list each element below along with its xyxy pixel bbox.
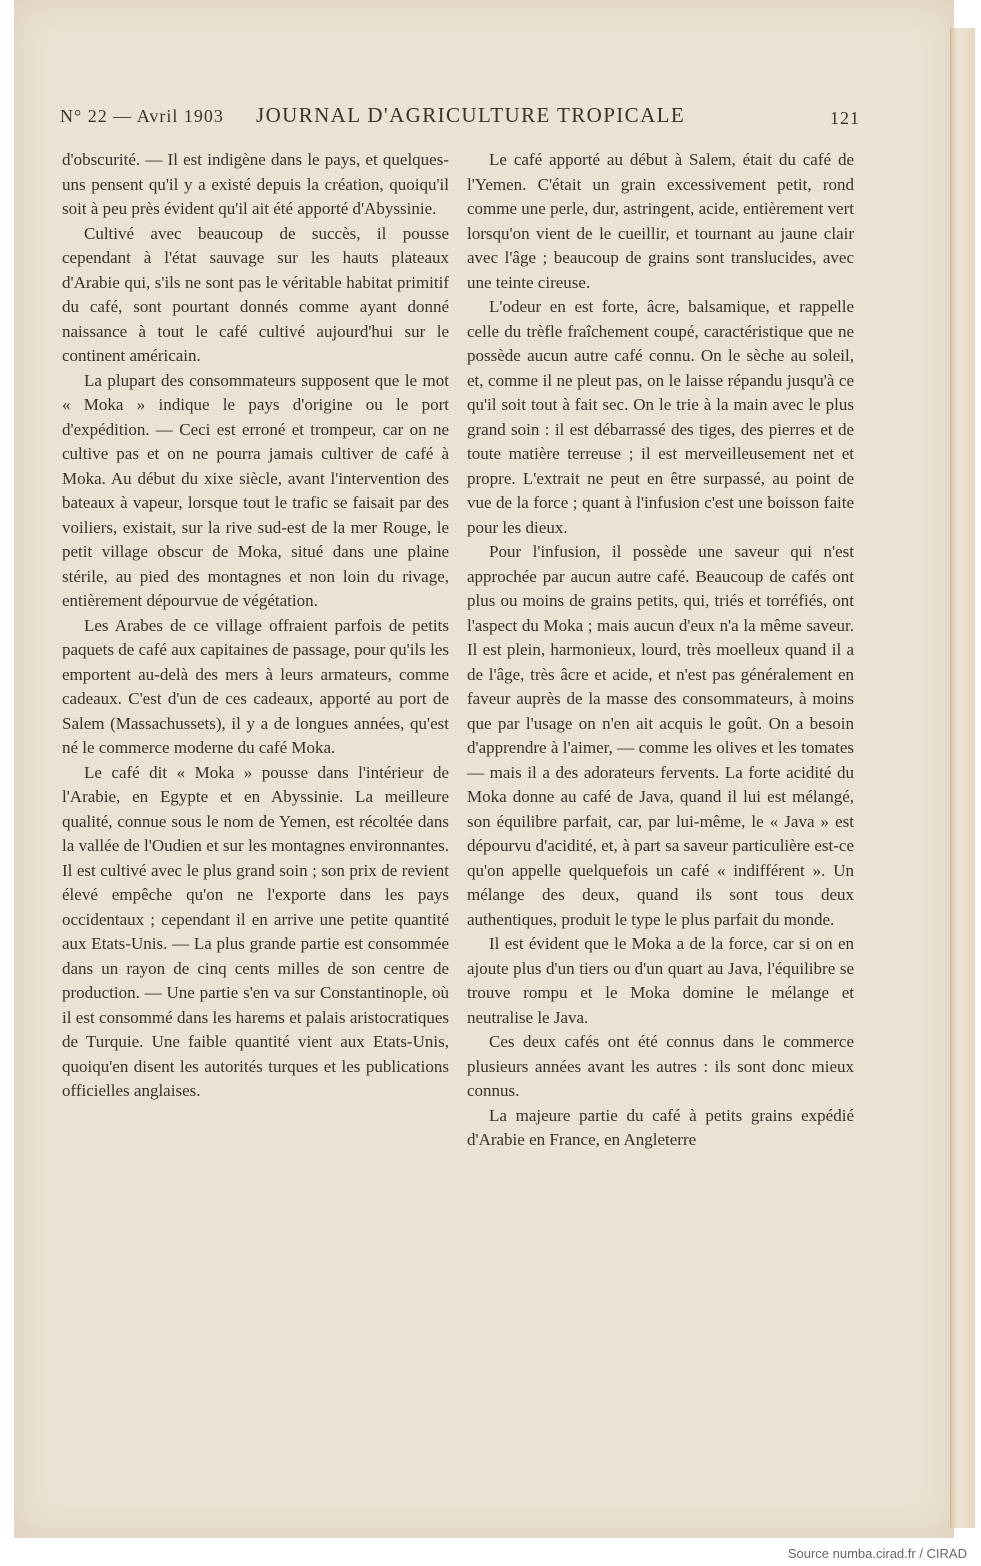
journal-title: JOURNAL D'AGRICULTURE TROPICALE — [256, 103, 686, 127]
issue-date: N° 22 — Avril 1903 — [60, 106, 224, 126]
paragraph: d'obscurité. — Il est indigène dans le pays, et quelques-uns pensent qu'il y a existé depuis la création, quoiqu'il soit à peu près évident qu'il ait été apporté d'Abyssinie. — [62, 150, 449, 218]
paragraph: L'odeur en est forte, âcre, balsamique, et rappelle celle du trèfle fraîchement coupé, caractéristique que ne possède aucun autre café connu. On le sèche au soleil, et, comme il ne pleut pas, on le laisse répandu jusqu'à ce qu'il soit tout à fait sec. On le trie à la main avec le plus grand soin : il est débarrassé des tiges, des pierres et de toute matière terreuse ; il est merveilleusement net et propre. L'extrait ne peut en être surpassé, au point de vue de la force ; quant à l'infusion c'est une boisson faite pour les dieux. — [467, 297, 854, 537]
right-text-column — [467, 148, 854, 1388]
paragraph: Il est évident que le Moka a de la force, car si on en ajoute plus d'un tiers ou d'un quart au Java, l'équilibre se trouve rompu et le Moka domine le mélange et neutralise le Java. — [467, 934, 854, 1027]
paragraph: La majeure partie du café à petits grains expédié d'Arabie en France, en Angleterre — [467, 1105, 854, 1149]
paragraph: Cultivé avec beaucoup de succès, il pousse cependant à l'état sauvage sur les hauts plateaux d'Arabie qui, s'ils ne sont pas le véritable habitat primitif du café, sont pourtant donnés comme ayant donné naissance à tout le café cultivé aujourd'hui sur le continent américain. — [62, 223, 449, 365]
paragraph: Ces deux cafés ont été connus dans le commerce plusieurs années avant les autres : ils sont donc mieux connus. — [467, 1032, 854, 1100]
paragraph: Le café dit « Moka » pousse dans l'intérieur de l'Arabie, en Egypte et en Abyssinie. La meilleure qualité, connue sous le nom de Yemen, est récoltée dans la vallée de l'Oudien et sur les montagnes environnantes. Il est cultivé avec le plus grand soin ; son prix de revient élevé empêche qu'on ne l'exporte dans les pays occidentaux ; cependant il en arrive une petite quantité aux Etats-Unis. — La plus grande partie est consommée dans un rayon de cinq cents milles de son centre de production. — Une partie s'en va sur Constantinople, où il est consommé dans les harems et palais aristocratiques de Turquie. Une faible quantité vient aux Etats-Unis, quoiqu'en disent les autorités turques et les publications officielles anglaises. — [62, 762, 449, 1100]
paragraph: Pour l'infusion, il possède une saveur qui n'est approchée par aucun autre café. Beaucoup de cafés ont plus ou moins de grains petits, qui, triés et torréfiés, ont l'aspect du Moka ; mais aucun d'eux n'a la même saveur. Il est plein, harmonieux, lourd, très moelleux quand il a de l'âge, très âcre et acide, et n'est pas généralement en faveur auprès de la masse des consommateurs, à moins que par l'usage on n'en ait acquis le goût. On a besoin d'apprendre à l'aimer, — comme les olives et les tomates — mais il a des adorateurs fervents. La forte acidité du Moka donne au café de Java, quand il lui est mélangé, son équilibre parfait, car, par lui-même, le « Java » est dépourvu d'acidité, et, à part sa saveur particulière est-ce qu'on appelle quelquefois un café « indifférent ». Un mélange des deux, quand ils sont tous deux authentiques, produit le type le plus parfait du monde. — [467, 542, 854, 929]
left-text-column — [62, 148, 449, 1388]
source-credit: Source numba.cirad.fr / CIRAD — [787, 1546, 967, 1561]
paragraph: Le café apporté au début à Salem, était du café de l'Yemen. C'était un grain excessivement petit, rond comme une perle, dur, astringent, acide, entièrement vert lorsqu'on vient de le cueillir, et tournant au jaune clair avec l'âge ; beaucoup de grains sont translucides, avec une teinte cireuse. — [467, 150, 854, 292]
paragraph: La plupart des consommateurs supposent que le mot « Moka » indique le pays d'origine ou le port d'expédition. — Ceci est erroné et trompeur, car on ne cultive pas et on ne pourra jamais cultiver de café à Moka. Au début du xixe siècle, avant l'intervention des bateaux à vapeur, lorsque tout le trafic se faisait par des voiliers, existait, sur la rive sud-est de la mer Rouge, le petit village obscur de Moka, situé dans une plaine stérile, au pied des montagnes et non loin du rivage, entièrement dépourvue de végétation. — [62, 370, 449, 610]
page-edge — [950, 28, 975, 1528]
running-header — [60, 103, 860, 134]
page-number: 121 — [830, 108, 860, 128]
paragraph: Les Arabes de ce village offraient parfois de petits paquets de café aux capitaines de passage, pour qu'ils les emportent au-delà des mers à leurs armateurs, comme cadeaux. C'est d'un de ces cadeaux, apporté au port de Salem (Massachussets), il y a de longues années, qu'est né le commerce moderne du café Moka. — [62, 615, 449, 757]
